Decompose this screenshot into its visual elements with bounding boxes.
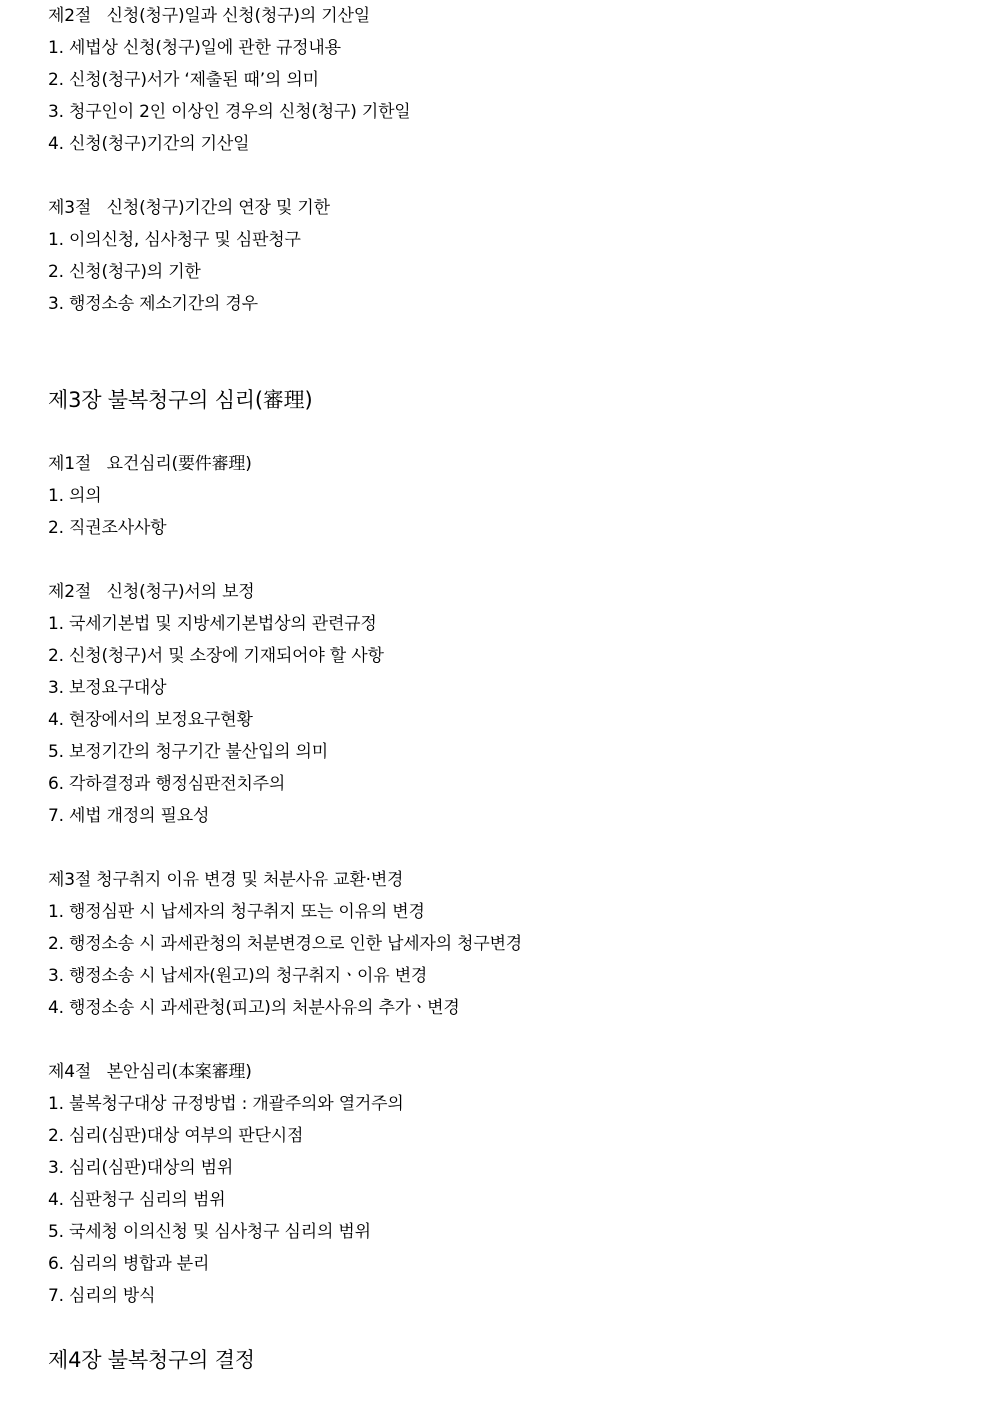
- spacer: [48, 160, 968, 192]
- spacer: [48, 1312, 968, 1344]
- spacer: [48, 1024, 968, 1056]
- list-item: 3. 청구인이 2인 이상인 경우의 신청(청구) 기한일: [48, 102, 411, 122]
- chapter-heading: 제3장 불복청구의 심리(審理): [48, 388, 313, 412]
- spacer: [48, 416, 968, 448]
- spacer: [48, 544, 968, 576]
- list-item: 2. 신청(청구)의 기한: [48, 262, 201, 282]
- list-item: 2. 신청(청구)서 및 소장에 기재되어야 할 사항: [48, 646, 384, 666]
- list-item: 3. 심리(심판)대상의 범위: [48, 1158, 234, 1178]
- section-heading: 제3절 청구취지 이유 변경 및 처분사유 교환·변경: [48, 870, 404, 890]
- list-item: 1. 세법상 신청(청구)일에 관한 규정내용: [48, 38, 341, 58]
- spacer: [48, 832, 968, 864]
- list-item: 1. 행정심판 시 납세자의 청구취지 또는 이유의 변경: [48, 902, 425, 922]
- list-item: 2. 신청(청구)서가 ‘제출된 때’의 의미: [48, 70, 319, 90]
- section-heading: 제3절 신청(청구)기간의 연장 및 기한: [48, 198, 330, 218]
- document-page: [48, 0, 968, 1376]
- chapter-heading: 제4장 불복청구의 결정: [48, 1348, 255, 1372]
- list-item: 1. 불복청구대상 규정방법 : 개괄주의와 열거주의: [48, 1094, 404, 1114]
- list-item: 4. 행정소송 시 과세관청(피고)의 처분사유의 추가ㆍ변경: [48, 998, 460, 1018]
- list-item: 2. 직권조사사항: [48, 518, 167, 538]
- list-item: 1. 이의신청, 심사청구 및 심판청구: [48, 230, 301, 250]
- list-item: 1. 의의: [48, 486, 102, 506]
- list-item: 4. 심판청구 심리의 범위: [48, 1190, 226, 1210]
- list-item: 5. 보정기간의 청구기간 불산입의 의미: [48, 742, 328, 762]
- list-item: 4. 신청(청구)기간의 기산일: [48, 134, 250, 154]
- list-item: 3. 행정소송 시 납세자(원고)의 청구취지ㆍ이유 변경: [48, 966, 428, 986]
- list-item: 1. 국세기본법 및 지방세기본법상의 관련규정: [48, 614, 377, 634]
- list-item: 5. 국세청 이의신청 및 심사청구 심리의 범위: [48, 1222, 371, 1242]
- section-heading: 제4절 본안심리(本案審理): [48, 1062, 252, 1082]
- list-item: 3. 행정소송 제소기간의 경우: [48, 294, 258, 314]
- list-item: 3. 보정요구대상: [48, 678, 167, 698]
- section-heading: 제1절 요건심리(要件審理): [48, 454, 252, 474]
- list-item: 6. 심리의 병합과 분리: [48, 1254, 210, 1274]
- spacer: [48, 320, 968, 384]
- section-heading: 제2절 신청(청구)일과 신청(청구)의 기산일: [48, 6, 370, 26]
- list-item: 2. 심리(심판)대상 여부의 판단시점: [48, 1126, 304, 1146]
- list-item: 7. 세법 개정의 필요성: [48, 806, 210, 826]
- list-item: 6. 각하결정과 행정심판전치주의: [48, 774, 286, 794]
- section-heading: 제2절 신청(청구)서의 보정: [48, 582, 255, 602]
- list-item: 2. 행정소송 시 과세관청의 처분변경으로 인한 납세자의 청구변경: [48, 934, 523, 954]
- list-item: 4. 현장에서의 보정요구현황: [48, 710, 253, 730]
- list-item: 7. 심리의 방식: [48, 1286, 156, 1306]
